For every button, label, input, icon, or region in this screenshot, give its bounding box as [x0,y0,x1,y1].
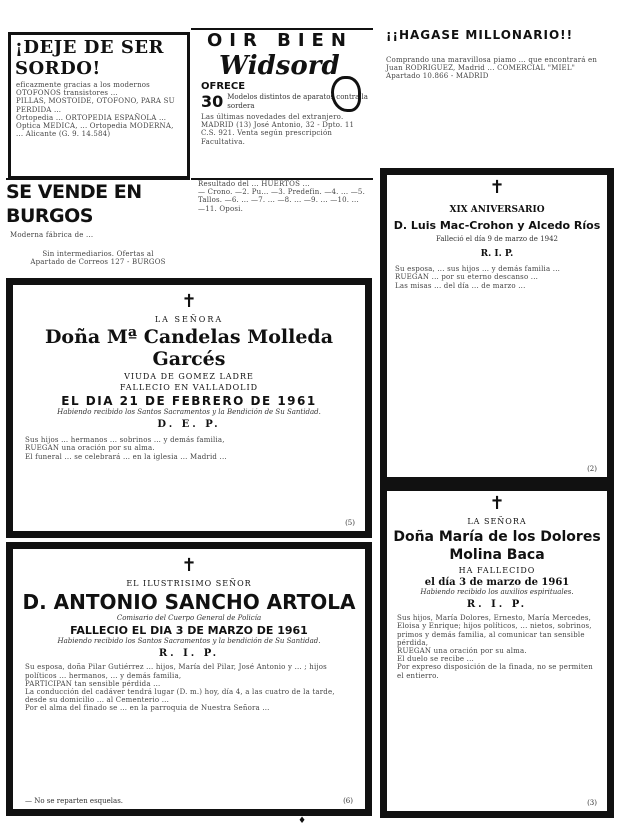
ad-millonario-body: Comprando una maravillosa piamo ... que encontrará en Juan RODRIGUEZ, Madrid ... COMERCIAL "MIEL" Apartado 10.866 - MADRID [386,56,598,81]
antonio-label: EL ILUSTRISIMO SEÑOR [126,579,252,588]
dolores-died-label: HA FALLECIDO [458,566,536,575]
antonio-title: Comisario del Cuerpo General de Policía [116,614,262,622]
ad-oir-ofrece: OFRECE [201,81,246,92]
mac-body: Su esposa, ... sus hijos ... y demás familia ... RUEGAN ... por su eterno descanso ... Las misas ... del día ... de marzo ... [395,265,561,290]
candelas-widow: VIUDA DE GOMEZ LADRE [124,372,254,381]
ad-sordos-headline: ¡DEJE DE SER SORDO! [15,37,165,79]
ad-burgos-body: Moderna fábrica de ... [10,231,94,239]
dolores-date: el día 3 de marzo de 1961 [424,577,570,588]
obituary-dolores-molina [380,484,614,818]
mac-died: Falleció el día 9 de marzo de 1942 [436,235,558,243]
ad-millonario-headline: ¡¡HAGASE MILLONARIO!! [386,28,574,42]
cross-icon: ✝ [489,493,505,514]
antonio-body: Su esposa, doña Pilar Gutiérrez ... hijos, María del Pilar, José Antonio y ... ; hijos políticos ... hermanos, ... y demás familia, PARTICIPAN tan sensible pérdida ... La conducción del cadáver tendrá lugar (D. m.) hoy, día 4, a las cuatro de la tarde, desde su domicilio ... al Cementerio ... Por el alma del finado se ... en la parroquia de Nuestra Señora ... [25,663,335,713]
candelas-label: LA SEÑORA [154,315,224,324]
candelas-date: EL DIA 21 DE FEBRERO DE 1961 [61,394,317,408]
obituary-mac-crohon [380,168,614,484]
ad-sordos-body: eficazmente gracias a los modernos OTOFONOS transistores ... PILLAS, MOSTOIDE, OTOFONO, PARA SU PERDIDA ... Ortopedia ... ORTOPEDIA ESPAÑOLA ... Optica MEDICA, ... Ortopedia MODERNA, ... Alicante (G. 9. 14.584) [16,81,175,139]
antonio-name: D. ANTONIO SANCHO ARTOLA [22,590,356,614]
dolores-name: Doña María de los Dolores Molina Baca [393,529,601,563]
obituary-candelas-molleda [6,278,372,538]
cross-icon: ✝ [489,177,505,198]
antonio-note: — No se reparten esquelas. [25,796,124,805]
mac-ref: (2) [587,464,597,473]
dolores-ref: (3) [587,798,597,807]
dolores-sacraments: Habiendo recibido los auxilios espirituales. [420,588,574,596]
cross-icon: ✝ [181,291,197,312]
page-marker: ♦ [298,816,307,826]
ad-oir-bien [191,28,373,180]
dolores-label: LA SEÑORA [467,517,527,526]
ad-burgos-body2: Sin intermediarios. Ofertas al Apartado de Correos 127 - BURGOS [30,250,166,267]
candelas-rip: D. E. P. [157,419,221,431]
ad-deje-de-ser-sordo [8,32,190,179]
mac-anniversary: XIX ANIVERSARIO [449,205,545,215]
candelas-sacraments: Habiendo recibido los Santos Sacramentos y la Bendición de Su Santidad. [57,408,321,416]
candelas-body: Sus hijos ... hermanos ... sobrinos ... y demás familia, RUEGAN una oración por su alma. El funeral ... se celebrará ... en la iglesia ... Madrid ... [25,436,227,461]
candelas-name: Doña Mª Candelas Molleda Garcés [44,326,334,370]
lottery-body: Resultado del ... HUERTOS ... — Crono. —2. Pu... —3. Predefin. —4. ... —5. Tallos. —6. ... —7. ... —8. ... —9. ... —10. ... —11. Oposi. [198,180,366,213]
lottery-results [194,178,372,273]
mac-rip: R. I. P. [480,249,514,260]
obituary-antonio-sancho [6,542,372,816]
ad-oir-number: 30 [201,92,224,111]
candelas-place: FALLECIO EN VALLADOLID [119,383,259,392]
ear-icon [331,76,361,112]
ad-oir-models: Modelos distintos de aparatos contra la sordera [227,93,368,110]
candelas-ref: (5) [345,518,355,527]
ad-burgos-headline: SE VENDE EN BURGOS [6,181,142,227]
mac-name: D. Luis Mac-Crohon y Alcedo Ríos [393,219,601,232]
cross-icon: ✝ [181,555,197,576]
ad-oir-body: Las últimas novedades del extranjero. MADRID (13) José Antonio, 32 - Dpto. 11 C.S. 921. Venta según prescripción Facultativa. [201,113,355,146]
antonio-sacraments: Habiendo recibido los Santos Sacramentos y la bendición de Su Santidad. [57,637,321,646]
antonio-rip: R. I. P. [158,648,220,660]
ad-se-vende-burgos [6,178,190,272]
dolores-rip: R. I. P. [466,599,528,611]
ad-oir-brand: Widsord [219,51,340,81]
antonio-ref: (6) [343,796,353,805]
ad-oir-headline: OIR BIEN [207,30,353,51]
ad-hagase-millonario [380,28,614,160]
antonio-date: FALLECIO EL DIA 3 DE MARZO DE 1961 [70,624,308,638]
dolores-body: Sus hijos, María Dolores, Ernesto, María Mercedes, Eloisa y Enrique; hijos políticos, ... nietos, sobrinos, primos y demás familia, al comunicar tan sensible pérdida, RUEGAN una oración por su alma. El duelo se recibe ... Por expreso disposición de la finada, no se permiten el entierro. [397,614,593,680]
